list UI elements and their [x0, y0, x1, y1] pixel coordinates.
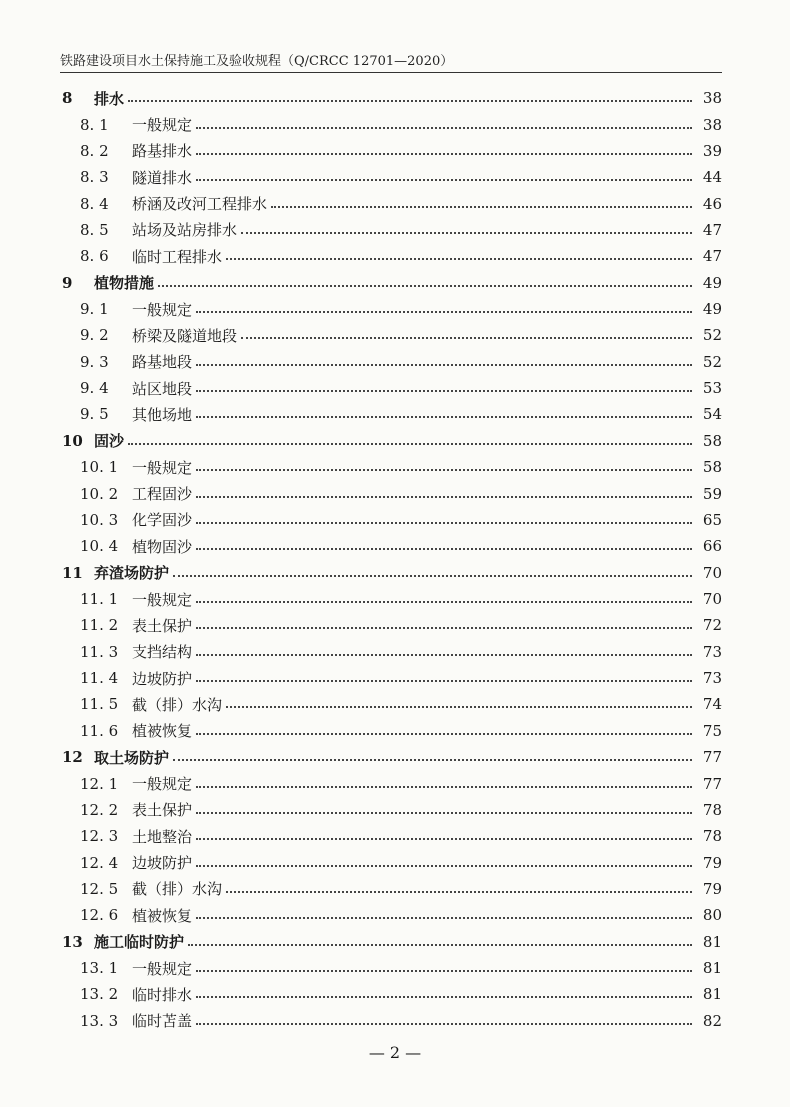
toc-entry-page: 46	[702, 194, 722, 213]
toc-entry-page: 81	[702, 985, 722, 1004]
dot-leader	[196, 627, 692, 629]
dot-leader	[226, 258, 692, 260]
dot-leader	[196, 1023, 692, 1025]
toc-entry-page: 66	[702, 537, 722, 556]
toc-chapter-entry[interactable]	[62, 428, 722, 454]
toc-entry-page: 47	[702, 220, 722, 239]
toc-entry-number: 8. 1	[80, 115, 109, 134]
toc-entry-title: 植物固沙	[132, 537, 193, 556]
dot-leader	[196, 680, 692, 682]
toc-section-entry[interactable]	[62, 823, 722, 849]
dot-leader	[226, 706, 692, 708]
toc-entry-page: 53	[702, 379, 722, 398]
toc-entry-page: 38	[702, 115, 722, 134]
toc-entry-title: 一般规定	[132, 775, 193, 794]
toc-section-entry[interactable]	[62, 164, 722, 190]
header-rule	[60, 72, 722, 73]
toc-entry-page: 81	[702, 959, 722, 978]
toc-entry-title: 桥涵及改河工程排水	[132, 195, 268, 214]
toc-entry-page: 77	[702, 774, 722, 793]
toc-entry-title: 土地整治	[132, 827, 193, 846]
toc-entry-page: 54	[702, 405, 722, 424]
toc-section-entry[interactable]	[62, 718, 722, 744]
toc-entry-number: 12. 5	[80, 879, 119, 898]
toc-entry-number: 8. 2	[80, 141, 109, 160]
toc-entry-title: 隧道排水	[132, 168, 193, 187]
toc-entry-title: 排水	[94, 89, 125, 108]
toc-entry-number: 11. 6	[80, 721, 119, 740]
toc-entry-number: 8. 3	[80, 168, 109, 187]
toc-entry-number: 9. 5	[80, 405, 109, 424]
toc-section-entry[interactable]	[62, 665, 722, 691]
toc-entry-number: 12. 3	[80, 827, 119, 846]
toc-entry-number: 8	[62, 89, 73, 108]
dot-leader	[241, 337, 692, 339]
toc-entry-page: 58	[702, 431, 722, 450]
toc-entry-page: 58	[702, 458, 722, 477]
toc-section-entry[interactable]	[62, 849, 722, 875]
toc-section-entry[interactable]	[62, 296, 722, 322]
toc-entry-page: 47	[702, 247, 722, 266]
toc-section-entry[interactable]	[62, 981, 722, 1007]
toc-section-entry[interactable]	[62, 480, 722, 506]
toc-entry-title: 路基地段	[132, 353, 193, 372]
toc-entry-title: 弃渣场防护	[94, 564, 170, 583]
dot-leader	[196, 733, 692, 735]
toc-entry-page: 80	[702, 906, 722, 925]
dot-leader	[128, 100, 692, 102]
dot-leader	[196, 390, 692, 392]
toc-entry-number: 9. 2	[80, 326, 109, 345]
dot-leader	[226, 891, 692, 893]
dot-leader	[196, 416, 692, 418]
toc-entry-page: 78	[702, 827, 722, 846]
dot-leader	[158, 285, 692, 287]
toc-entry-page: 78	[702, 800, 722, 819]
toc-section-entry[interactable]	[62, 111, 722, 137]
toc-section-entry[interactable]	[62, 243, 722, 269]
toc-section-entry[interactable]	[62, 691, 722, 717]
toc-entry-number: 11. 3	[80, 642, 119, 661]
dot-leader	[196, 838, 692, 840]
dot-leader	[196, 996, 692, 998]
toc-entry-number: 9. 4	[80, 379, 109, 398]
toc-section-entry[interactable]	[62, 770, 722, 796]
toc-entry-number: 11. 5	[80, 695, 119, 714]
toc-entry-title: 临时排水	[132, 985, 193, 1004]
toc-entry-page: 44	[702, 168, 722, 187]
dot-leader	[241, 232, 692, 234]
dot-leader	[196, 179, 692, 181]
toc-entry-page: 39	[702, 141, 722, 160]
toc-entry-number: 8. 6	[80, 247, 109, 266]
toc-chapter-entry[interactable]	[62, 559, 722, 585]
dot-leader	[196, 548, 692, 550]
toc-entry-page: 79	[702, 853, 722, 872]
dot-leader	[196, 522, 692, 524]
dot-leader	[188, 944, 692, 946]
toc-entry-title: 路基排水	[132, 142, 193, 161]
toc-entry-title: 其他场地	[132, 405, 193, 424]
toc-entry-title: 化学固沙	[132, 511, 193, 530]
toc-entry-page: 74	[702, 695, 722, 714]
toc-entry-title: 固沙	[94, 432, 125, 451]
toc-section-entry[interactable]	[62, 797, 722, 823]
toc-entry-page: 77	[702, 748, 722, 767]
toc-entry-title: 一般规定	[132, 458, 193, 477]
toc-entry-number: 9. 1	[80, 300, 109, 319]
toc-entry-number: 10. 4	[80, 537, 119, 556]
toc-entry-title: 站场及站房排水	[132, 221, 238, 240]
dot-leader	[196, 469, 692, 471]
toc-section-entry[interactable]	[62, 876, 722, 902]
toc-entry-page: 49	[702, 273, 722, 292]
toc-section-entry[interactable]	[62, 586, 722, 612]
toc-section-entry[interactable]	[62, 1008, 722, 1034]
toc-section-entry[interactable]	[62, 507, 722, 533]
toc-entry-page: 73	[702, 669, 722, 688]
dot-leader	[196, 654, 692, 656]
toc-section-entry[interactable]	[62, 533, 722, 559]
toc-entry-title: 支挡结构	[132, 643, 193, 662]
toc-entry-page: 82	[702, 1011, 722, 1030]
toc-section-entry[interactable]	[62, 349, 722, 375]
toc-entry-title: 临时苫盖	[132, 1012, 193, 1031]
toc-entry-number: 13. 1	[80, 959, 119, 978]
toc-entry-number: 12	[62, 748, 83, 767]
toc-section-entry[interactable]	[62, 612, 722, 638]
toc-entry-number: 11	[62, 563, 83, 582]
toc-section-entry[interactable]	[62, 454, 722, 480]
toc-entry-number: 10. 2	[80, 484, 119, 503]
dot-leader	[196, 970, 692, 972]
dot-leader	[196, 364, 692, 366]
toc-entry-page: 70	[702, 563, 722, 582]
running-header: 铁路建设项目水土保持施工及验收规程（Q/CRCC 12701—2020）	[60, 54, 454, 69]
toc-entry-number: 9	[62, 273, 73, 292]
toc-entry-title: 表土保护	[132, 801, 193, 820]
toc-entry-title: 临时工程排水	[132, 247, 223, 266]
toc-entry-title: 站区地段	[132, 379, 193, 398]
toc-entry-title: 一般规定	[132, 300, 193, 319]
toc-section-entry[interactable]	[62, 217, 722, 243]
toc-entry-number: 12. 1	[80, 774, 119, 793]
dot-leader	[196, 153, 692, 155]
toc-entry-number: 12. 2	[80, 800, 119, 819]
dot-leader	[196, 812, 692, 814]
toc-entry-number: 10	[62, 431, 83, 450]
dot-leader	[196, 917, 692, 919]
toc-entry-number: 8. 5	[80, 220, 109, 239]
toc-entry-page: 52	[702, 352, 722, 371]
toc-entry-page: 70	[702, 590, 722, 608]
toc-entry-page: 81	[702, 932, 722, 951]
toc-entry-title: 施工临时防护	[94, 933, 185, 952]
dot-leader	[271, 206, 692, 208]
toc-section-entry[interactable]	[62, 902, 722, 928]
toc-entry-title: 截（排）水沟	[132, 880, 223, 899]
dot-leader	[196, 786, 692, 788]
toc-entry-number: 8. 4	[80, 194, 109, 213]
toc-entry-number: 13. 2	[80, 985, 119, 1004]
toc-entry-title: 边坡防护	[132, 669, 193, 688]
dot-leader	[196, 127, 692, 129]
dot-leader	[196, 311, 692, 313]
toc-entry-title: 植物措施	[94, 274, 155, 293]
dot-leader	[196, 601, 692, 603]
toc-chapter-entry[interactable]	[62, 85, 722, 111]
dot-leader	[173, 759, 692, 761]
toc-entry-title: 植被恢复	[132, 722, 193, 741]
toc-entry-page: 65	[702, 510, 722, 529]
toc-entry-number: 11. 1	[80, 590, 119, 608]
toc-section-entry[interactable]	[62, 955, 722, 981]
toc-entry-title: 边坡防护	[132, 854, 193, 873]
toc-entry-title: 一般规定	[132, 590, 193, 609]
toc-entry-page: 38	[702, 89, 722, 108]
toc-entry-number: 13. 3	[80, 1011, 119, 1030]
toc-section-entry[interactable]	[62, 322, 722, 348]
toc-entry-page: 79	[702, 879, 722, 898]
toc-entry-page: 72	[702, 616, 722, 635]
toc-entry-title: 桥梁及隧道地段	[132, 326, 238, 345]
toc-section-entry[interactable]	[62, 375, 722, 401]
toc-section-entry[interactable]	[62, 401, 722, 427]
toc-entry-title: 植被恢复	[132, 906, 193, 925]
dot-leader	[173, 575, 692, 577]
toc-section-entry[interactable]	[62, 190, 722, 216]
toc-entry-title: 一般规定	[132, 116, 193, 135]
toc-section-entry[interactable]	[62, 138, 722, 164]
toc-entry-page: 52	[702, 326, 722, 345]
toc-entry-title: 截（排）水沟	[132, 695, 223, 714]
toc-chapter-entry[interactable]	[62, 929, 722, 955]
toc-chapter-entry[interactable]	[62, 744, 722, 770]
toc-section-entry[interactable]	[62, 639, 722, 665]
dot-leader	[196, 496, 692, 498]
toc-entry-page: 73	[702, 642, 722, 661]
toc-entry-title: 表土保护	[132, 616, 193, 635]
toc-entry-number: 11. 2	[80, 616, 119, 635]
table-of-contents	[62, 85, 722, 1034]
toc-entry-number: 10. 3	[80, 510, 119, 529]
toc-entry-page: 59	[702, 484, 722, 503]
toc-entry-number: 13	[62, 932, 83, 951]
toc-entry-title: 一般规定	[132, 959, 193, 978]
toc-entry-number: 12. 6	[80, 906, 119, 925]
toc-entry-page: 49	[702, 300, 722, 319]
toc-entry-page: 75	[702, 721, 722, 740]
toc-entry-number: 11. 4	[80, 669, 119, 688]
dot-leader	[128, 443, 692, 445]
toc-entry-title: 工程固沙	[132, 485, 193, 504]
page-number: — 2 —	[368, 1043, 422, 1062]
toc-entry-number: 12. 4	[80, 853, 119, 872]
toc-chapter-entry[interactable]	[62, 270, 722, 296]
dot-leader	[196, 865, 692, 867]
toc-entry-title: 取土场防护	[94, 748, 170, 767]
toc-entry-number: 9. 3	[80, 352, 109, 371]
toc-entry-number: 10. 1	[80, 458, 119, 477]
